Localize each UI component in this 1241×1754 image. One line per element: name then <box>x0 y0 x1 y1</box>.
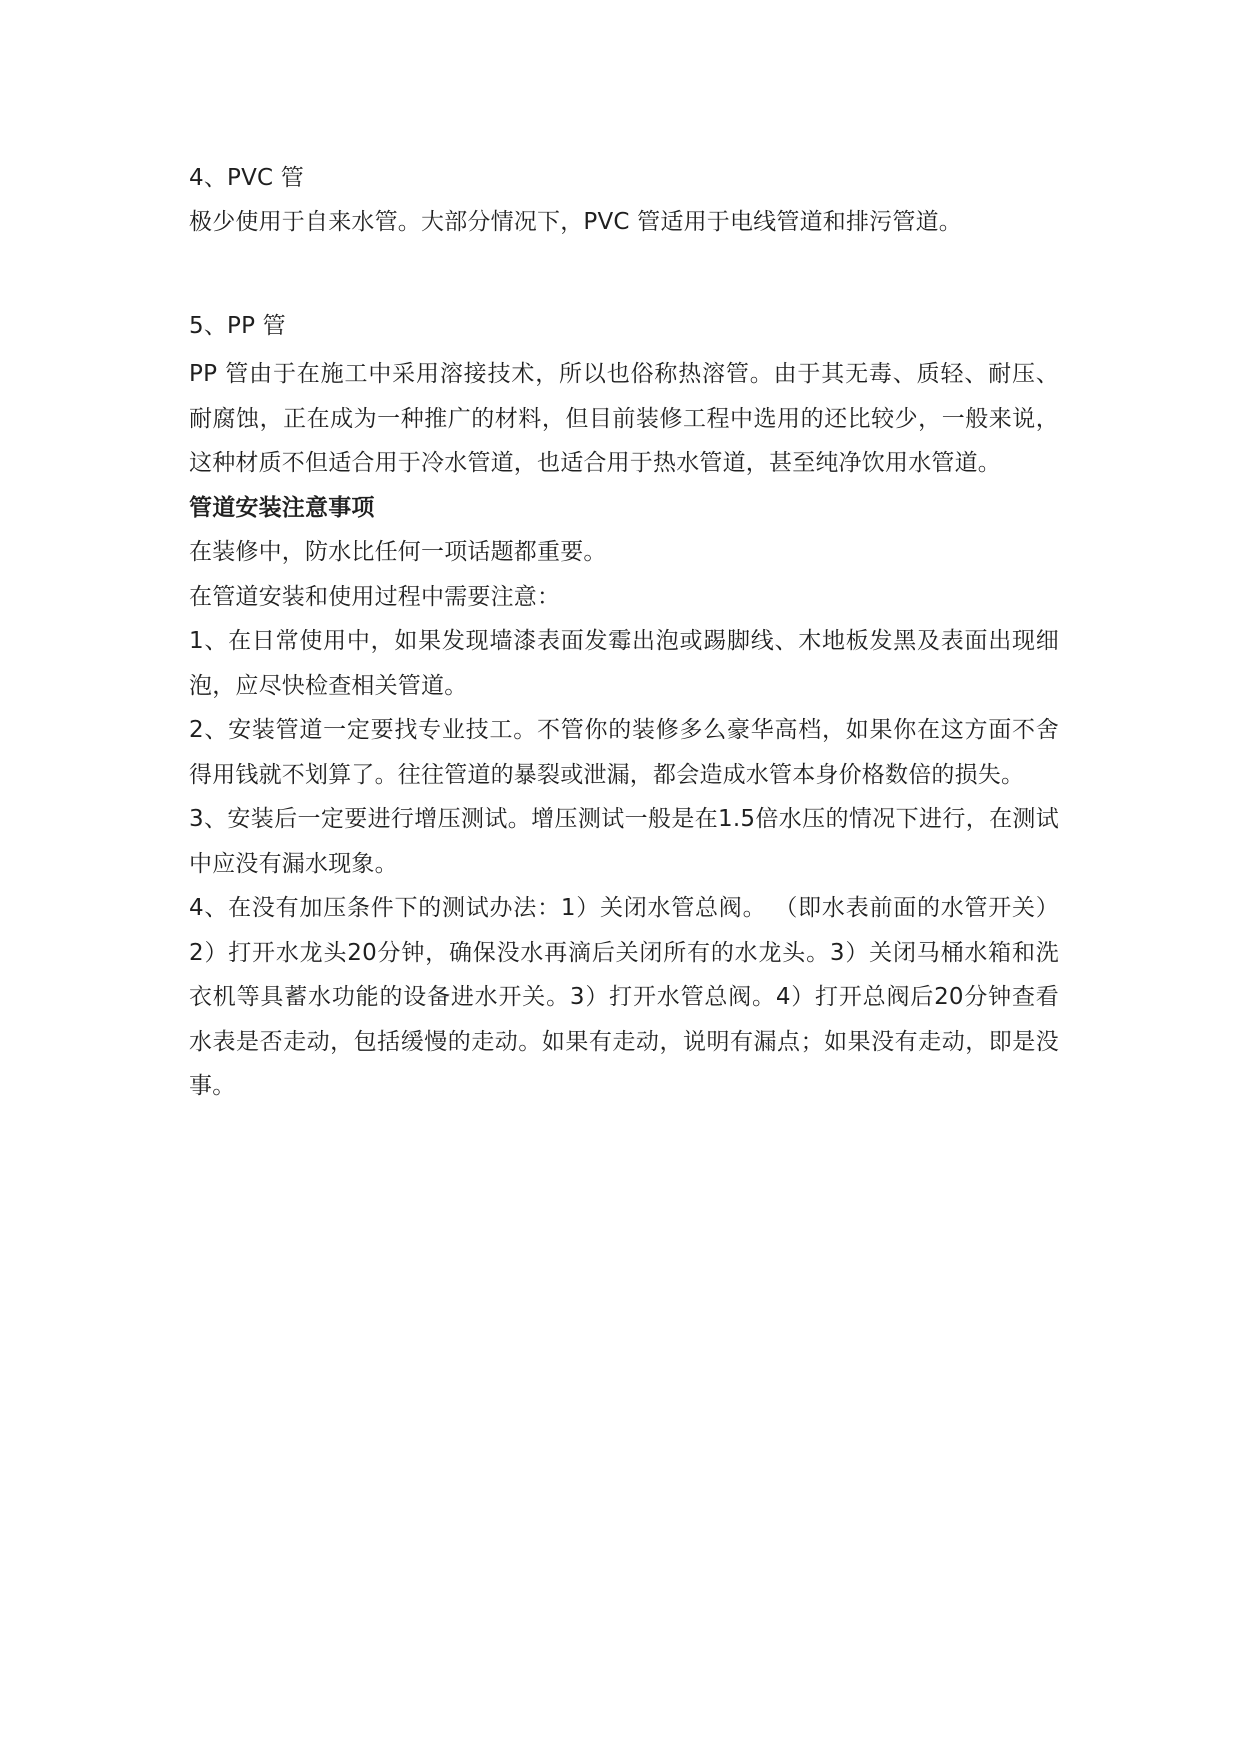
notes-item-3: 3、安装后一定要进行增压测试。增压测试一般是在1.5倍水压的情况下进行，在测试中应没有漏水现象。 <box>189 806 1059 877</box>
notes-intro-1: 在装修中，防水比任何一项话题都重要。 <box>189 539 607 565</box>
notes-title: 管道安装注意事项 <box>189 494 375 521</box>
section-heading-pvc: 4、PVC 管 <box>189 165 305 191</box>
section-body-pp: PP 管由于在施工中采用溶接技术，所以也俗称热溶管。由于其无毒、质轻、耐压、耐腐蚀，正在成为一种推广的材料，但目前装修工程中选用的还比较少，一般来说，这种材质不但适合用于冷水管道，也适合用于热水管道，甚至纯净饮用水管道。 <box>189 361 1059 476</box>
document-content <box>189 158 1059 1109</box>
notes-item-4: 4、在没有加压条件下的测试办法：1）关闭水管总阀。 （即水表前面的水管开关）2）打开水龙头20分钟，确保没水再滴后关闭所有的水龙头。3）关闭马桶水箱和洗衣机等具蓄水功能的设备进水开关。3）打开水管总阀。4）打开总阀后20分钟查看水表是否走动，包括缓慢的走动。如果有走动，说明有漏点；如果没有走动，即是没事。 <box>189 895 1059 1099</box>
notes-item-2: 2、安装管道一定要找专业技工。不管你的装修多么豪华高档，如果你在这方面不舍得用钱就不划算了。往往管道的暴裂或泄漏，都会造成水管本身价格数倍的损失。 <box>189 717 1059 788</box>
section-body-pvc: 极少使用于自来水管。大部分情况下，PVC 管适用于电线管道和排污管道。 <box>189 209 962 235</box>
notes-intro-2: 在管道安装和使用过程中需要注意： <box>189 583 561 610</box>
notes-item-1: 1、在日常使用中，如果发现墙漆表面发霉出泡或踢脚线、木地板发黑及表面出现细泡，应尽快检查相关管道。 <box>189 628 1059 699</box>
section-heading-pp: 5、PP 管 <box>189 313 286 339</box>
spacer <box>189 242 1059 306</box>
